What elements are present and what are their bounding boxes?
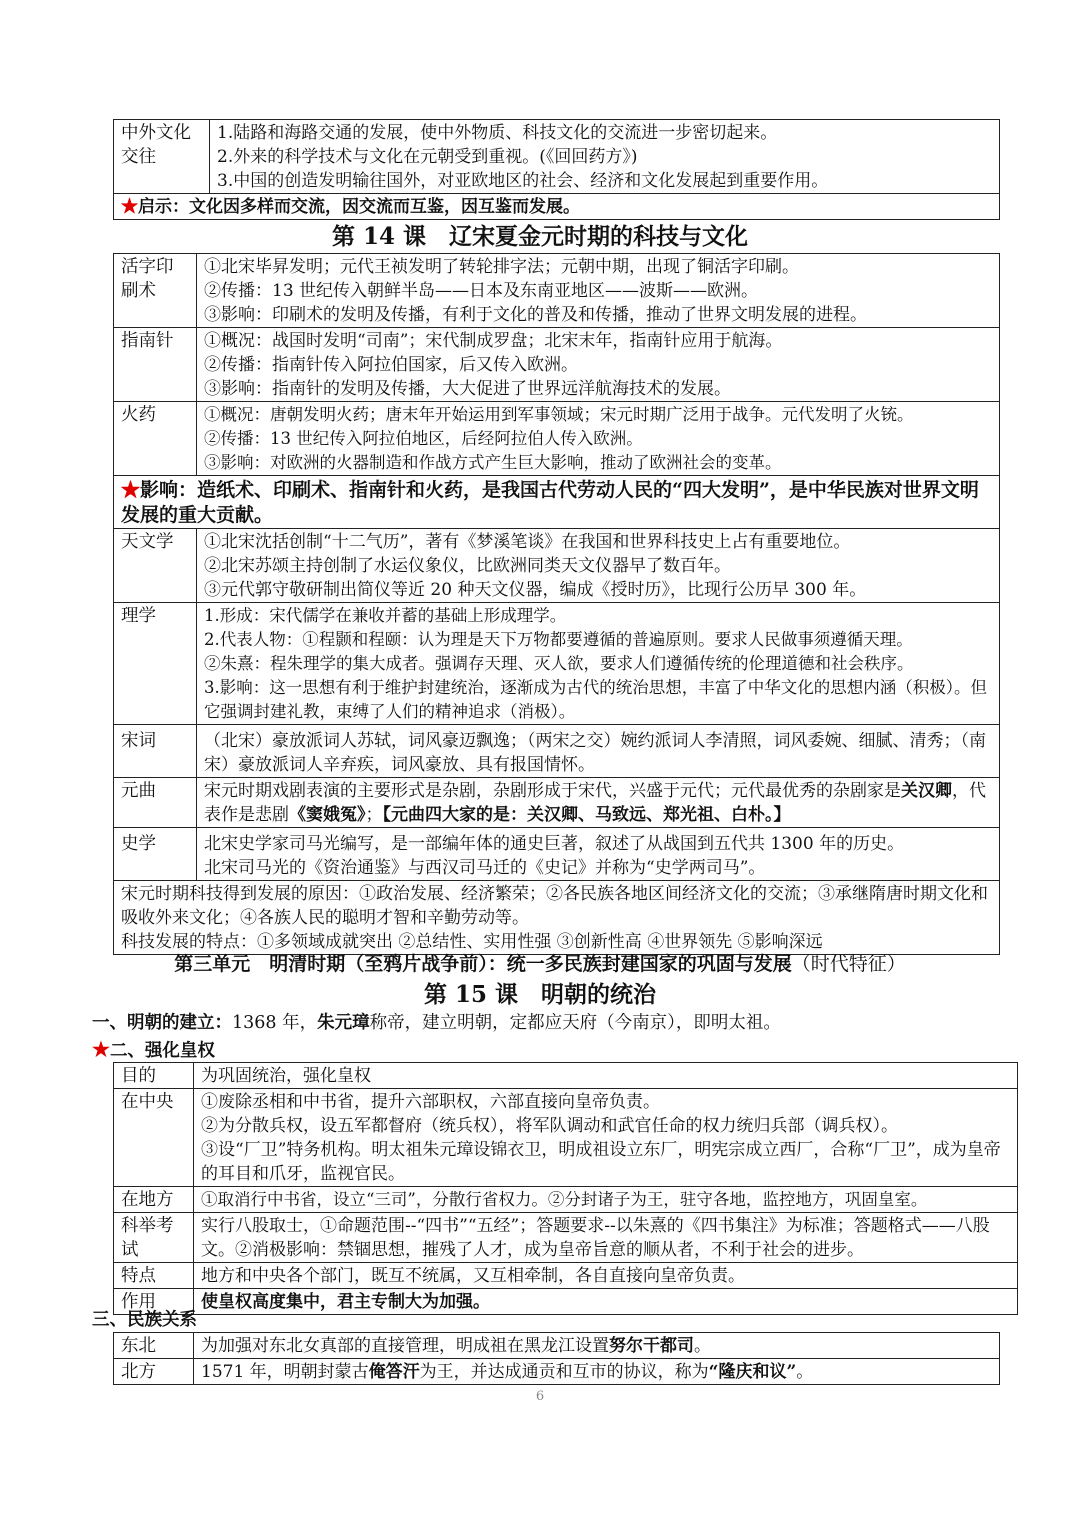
- cultural-exchange-table: [113, 119, 1000, 220]
- row-label: [114, 120, 210, 194]
- row-content: [210, 120, 1000, 194]
- row-label: 史学: [114, 828, 197, 881]
- row-content: [194, 1263, 1018, 1289]
- section-name: 朱元璋: [317, 1013, 370, 1033]
- content-line: ②朱熹：程朱理学的集大成者。强调存天理、灭人欲，要求人们遵循传统的伦理道德和社会秩序。: [204, 654, 914, 673]
- table-row: [114, 1359, 1000, 1385]
- star-icon: ★: [121, 479, 141, 501]
- content-line: 北宋司马光的《资治通鉴》与西汉司马迁的《史记》并称为“史学两司马”。: [204, 858, 766, 878]
- content-line: 2.外来的科学技术与文化在元朝受到重视。(《回回药方》): [217, 147, 638, 167]
- table-row: [114, 1187, 1018, 1213]
- table-row: [114, 402, 1000, 476]
- section-head: 一、明朝的建立：: [92, 1013, 232, 1033]
- row-content: [197, 603, 1000, 725]
- table-row: [114, 1063, 1018, 1089]
- row-content: [197, 828, 1000, 881]
- content-line: 2.代表人物：①程颢和程颐：认为理是天下万物都要遵循的普遍原则。要求人民做事须遵循天理。: [204, 630, 913, 649]
- content-line: ③元代郭守敬研制出简仪等近 20 种天文仪器，编成《授时历》，比现行公历早 300 年。: [204, 580, 867, 600]
- row-label: 北方: [114, 1359, 194, 1385]
- summary-cell: [114, 881, 1000, 955]
- table-row: [114, 476, 1000, 529]
- row-content: [194, 1187, 1018, 1213]
- content-line: ③设“厂卫”特务机构。明太祖朱元璋设锦衣卫，明成祖设立东厂，明宪宗成立西厂，合称“厂卫”，成为皇帝的耳目和爪牙，监视官民。: [201, 1140, 1001, 1184]
- table-row: [114, 120, 1000, 194]
- content-line: 1.陆路和海路交通的发展，使中外物质、科技文化的交流进一步密切起来。: [217, 123, 778, 143]
- imperial-power-table: [113, 1062, 1018, 1315]
- content-text: 为加强对东北女真部的直接管理，明成祖在黑龙江设置: [201, 1336, 609, 1356]
- yuanqu-text: ，代表作是悲剧: [204, 781, 986, 825]
- row-content: [197, 725, 1000, 778]
- table-row: [114, 603, 1000, 725]
- lesson15-title: 第 15 课 明朝的统治: [423, 981, 657, 1008]
- unit3-title: 第三单元 明清时期（至鸦片战争前）：统一多民族封建国家的巩固与发展: [174, 953, 792, 975]
- row-content: [194, 1359, 1000, 1385]
- row-content: [197, 529, 1000, 603]
- label-text: 中外文化交往: [121, 123, 191, 167]
- table-row: [114, 328, 1000, 402]
- row-content: [197, 328, 1000, 402]
- row-label: 天文学: [114, 529, 197, 603]
- table-row: [114, 828, 1000, 881]
- lesson14-title: 第 14 课 辽宋夏金元时期的科技与文化: [331, 223, 749, 250]
- content-line: 为巩固统治，强化皇权: [201, 1066, 371, 1086]
- row-content: [194, 1333, 1000, 1359]
- content-line: ③影响：指南针的发明及传播，大大促进了世界远洋航海技术的发展。: [204, 379, 731, 399]
- content-text: 。: [796, 1362, 814, 1382]
- row-content: [197, 402, 1000, 476]
- section-head: 二、强化皇权: [109, 1041, 215, 1061]
- content-bold: 努尔干都司: [609, 1336, 694, 1356]
- star-icon: ★: [121, 197, 138, 217]
- yuanqu-work: 《窦娥冤》: [289, 805, 366, 825]
- table-row: [114, 1089, 1018, 1187]
- unit3-tag: （时代特征）: [791, 953, 906, 975]
- row-content: [194, 1213, 1018, 1263]
- table-row: [114, 778, 1000, 828]
- content-line: ①取消行中书省，设立“三司”，分散行省权力。②分封诸子为王，驻守各地，监控地方，巩固皇室。: [201, 1190, 928, 1209]
- content-line: 地方和中央各个部门，既互不统属，又互相牵制，各自直接向皇帝负责。: [201, 1266, 745, 1286]
- ethnic-relations-table: [113, 1332, 1000, 1385]
- content-line: 实行八股取士，①命题范围--“四书”“五经”；答题要求--以朱熹的《四书集注》为标准；答题格式——八股文。②消极影响：禁锢思想，摧残了人才，成为皇帝旨意的顺从者，不利于社会的进步。: [201, 1216, 990, 1260]
- yuanqu-name: 关汉卿: [901, 781, 952, 801]
- content-line: ①北宋沈括创制“十二气历”，著有《梦溪笔谈》在我国和世界科技史上占有重要地位。: [204, 532, 851, 552]
- insight-cell: [114, 194, 1000, 220]
- features-text: 科技发展的特点：①多领域成就突出 ②总结性、实用性强 ③创新性高 ④世界领先 ⑤影响深远: [121, 932, 823, 952]
- table-row: [114, 881, 1000, 955]
- row-label: 目的: [114, 1063, 194, 1089]
- impact-cell: [114, 476, 1000, 529]
- row-label: 理学: [114, 603, 197, 725]
- row-label: 在地方: [114, 1187, 194, 1213]
- content-text: 为王，并达成通贡和互市的协议，称为: [419, 1362, 709, 1382]
- section-ethnic: [92, 1308, 197, 1332]
- section-head: 三、民族关系: [92, 1310, 197, 1330]
- section-text: 1368 年，: [232, 1013, 318, 1033]
- row-label: 特点: [114, 1263, 194, 1289]
- row-label: [114, 254, 197, 328]
- row-label: 指南针: [114, 328, 197, 402]
- row-content: [194, 1063, 1018, 1089]
- content-line: ①概况：唐朝发明火药；唐末年开始运用到军事领域；宋元时期广泛用于战争。元代发明了火铳。: [204, 405, 914, 424]
- table-row: [114, 254, 1000, 328]
- content-line: ②传播：13 世纪传入阿拉伯地区，后经阿拉伯人传入欧洲。: [204, 429, 643, 448]
- content-line: ②传播：13 世纪传入朝鲜半岛——日本及东南亚地区——波斯——欧洲。: [204, 281, 759, 301]
- yuanqu-text: 宋元时期戏剧表演的主要形式是杂剧，杂剧形成于宋代，兴盛于元代；元代最优秀的杂剧家是: [204, 781, 901, 801]
- content-line: ③影响：对欧洲的火器制造和作战方式产生巨大影响，推动了欧洲社会的变革。: [204, 453, 782, 472]
- content-text: 。: [694, 1336, 711, 1356]
- content-line: ③影响：印刷术的发明及传播，有利于文化的普及和传播，推动了世界文明发展的进程。: [204, 305, 867, 325]
- table-row: [114, 725, 1000, 778]
- row-label: 东北: [114, 1333, 194, 1359]
- row-label: 宋词: [114, 725, 197, 778]
- content-line: ①废除丞相和中书省，提升六部职权，六部直接向皇帝负责。: [201, 1092, 660, 1112]
- table-row: [114, 194, 1000, 220]
- content-line: 3.影响：这一思想有利于维护封建统治，逐渐成为古代的统治思想，丰富了中华文化的思想内涵（积极）。但它强调封建礼教，束缚了人们的精神追求（消极）。: [204, 678, 987, 721]
- content-line: 1.形成：宋代儒学在兼收并蓄的基础上形成理学。: [204, 606, 567, 625]
- content-line: ②传播：指南针传入阿拉伯国家，后又传入欧洲。: [204, 355, 578, 375]
- table-row: [114, 1289, 1018, 1315]
- table-row: [114, 1263, 1018, 1289]
- content-line: ①概况：战国时发明“司南”；宋代制成罗盘；北宋末年，指南针应用于航海。: [204, 331, 783, 351]
- label-text: 活字印刷术: [121, 257, 174, 301]
- page-number: 6: [535, 1389, 545, 1404]
- content-line: （北宋）豪放派词人苏轼，词风豪迈飘逸；（两宋之交）婉约派词人李清照，词风委婉、细腻、清秀；（南宋）豪放派词人辛弃疾，词风豪放、具有报国情怀。: [204, 731, 986, 775]
- lesson14-table: [113, 253, 1000, 955]
- content-line: ②为分散兵权，设五军都督府（统兵权），将军队调动和武官任命的权力统归兵部（调兵权）。: [201, 1116, 898, 1136]
- row-label: 火药: [114, 402, 197, 476]
- yuanqu-note: 【元曲四大家的是：关汉卿、马致远、郑光祖、白朴。】: [382, 805, 791, 825]
- row-label: 元曲: [114, 778, 197, 828]
- table-row: [114, 1213, 1018, 1263]
- content-text: 1571 年，明朝封蒙古: [201, 1362, 369, 1382]
- section-imperial-power: [92, 1037, 215, 1063]
- content-line: 使皇权高度集中，君主专制大为加强。: [201, 1292, 490, 1312]
- insight-text: 启示：文化因多样而交流，因交流而互鉴，因互鉴而发展。: [138, 197, 580, 217]
- content-line: 3.中国的创造发明输往国外，对亚欧地区的社会、经济和文化发展起到重要作用。: [217, 171, 829, 191]
- yuanqu-text: ；: [365, 805, 383, 825]
- section-establishment: [92, 1011, 781, 1035]
- content-line: 北宋史学家司马光编写，是一部编年体的通史巨著，叙述了从战国到五代共 1300 年的历史。: [204, 834, 905, 854]
- row-label: 科举考试: [114, 1213, 194, 1263]
- table-row: [114, 1333, 1000, 1359]
- row-label: 在中央: [114, 1089, 194, 1187]
- section-text: 称帝，建立明朝，定都应天府（今南京），即明太祖。: [369, 1013, 781, 1033]
- unit3-heading: [0, 951, 1080, 977]
- star-icon: ★: [92, 1037, 110, 1061]
- row-content: [197, 778, 1000, 828]
- table-row: [114, 529, 1000, 603]
- row-content: [194, 1289, 1018, 1315]
- reasons-text: 宋元时期科技得到发展的原因：①政治发展、经济繁荣；②各民族各地区间经济文化的交流；③承继隋唐时期文化和吸收外来文化；④各族人民的聪明才智和辛勤劳动等。: [121, 884, 988, 928]
- row-content: [197, 254, 1000, 328]
- impact-text: 影响：造纸术、印刷术、指南针和火药，是我国古代劳动人民的“四大发明”，是中华民族对世界文明发展的重大贡献。: [121, 479, 979, 526]
- content-bold: “隆庆和议”: [708, 1362, 797, 1382]
- content-line: ②北宋苏颂主持创制了水运仪象仪，比欧洲同类天文仪器早了数百年。: [204, 556, 731, 576]
- content-bold: 俺答汗: [368, 1362, 420, 1382]
- content-line: ①北宋毕昇发明；元代王祯发明了转轮排字法；元朝中期，出现了铜活字印刷。: [204, 257, 799, 277]
- row-content: [194, 1089, 1018, 1187]
- row-label: 作用: [114, 1289, 194, 1315]
